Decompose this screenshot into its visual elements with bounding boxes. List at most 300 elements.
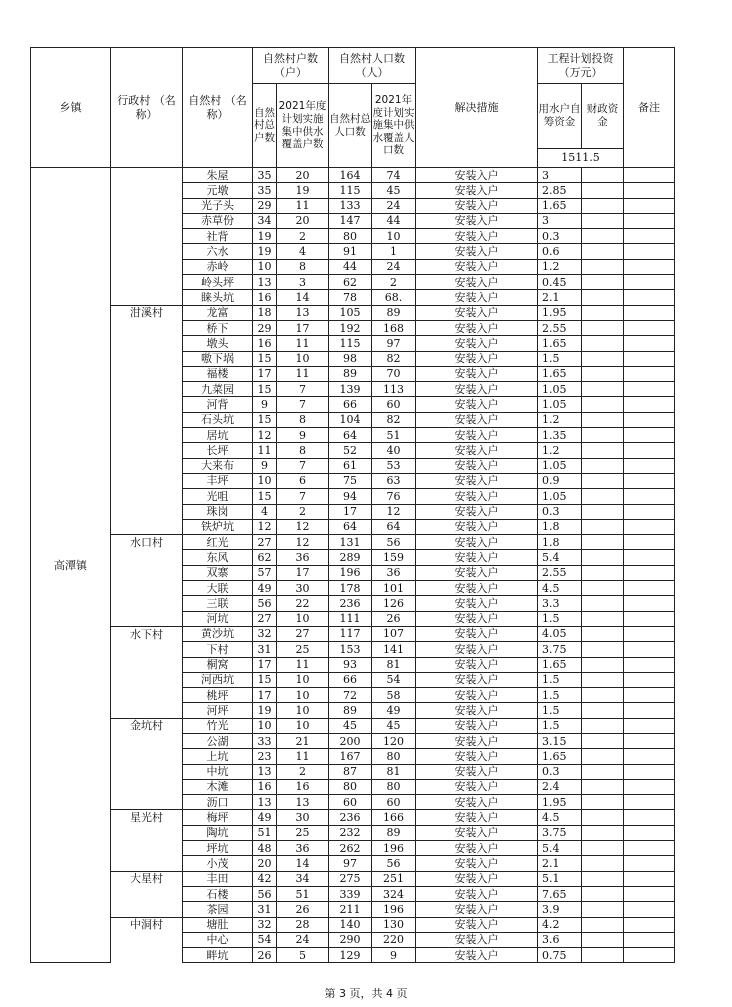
natural-village-cell: 睐头坑	[183, 290, 253, 305]
population-covered-cell: 196	[372, 841, 416, 856]
measure-cell: 安装入户	[416, 320, 538, 335]
fiscal-funds-cell	[582, 764, 624, 779]
table-row	[31, 886, 675, 901]
fiscal-funds-cell	[582, 565, 624, 580]
population-total-cell: 62	[329, 275, 372, 290]
table-row	[31, 657, 675, 672]
table-row	[31, 397, 675, 412]
measure-cell: 安装入户	[416, 565, 538, 580]
households-total-cell: 9	[253, 397, 277, 412]
population-covered-cell: 10	[372, 229, 416, 244]
admin-village-cell	[111, 657, 183, 672]
self-funds-cell: 1.65	[538, 749, 582, 764]
natural-village-cell: 中坑	[183, 764, 253, 779]
table-row	[31, 718, 675, 733]
households-covered-cell: 2	[277, 504, 329, 519]
fiscal-funds-cell	[582, 718, 624, 733]
natural-village-cell: 长坪	[183, 443, 253, 458]
header-self-funds: 用水户自筹资金	[538, 84, 582, 149]
measure-cell: 安装入户	[416, 198, 538, 213]
population-total-cell: 236	[329, 810, 372, 825]
admin-village-cell: 水口村	[111, 535, 183, 550]
natural-village-cell: 梅坪	[183, 810, 253, 825]
admin-village-cell	[111, 596, 183, 611]
measure-cell: 安装入户	[416, 749, 538, 764]
population-covered-cell: 81	[372, 657, 416, 672]
population-covered-cell: 80	[372, 779, 416, 794]
self-funds-cell: 1.2	[538, 443, 582, 458]
admin-village-cell: 中洞村	[111, 917, 183, 932]
admin-village-cell	[111, 183, 183, 198]
admin-village-cell	[111, 749, 183, 764]
header-population-group: 自然村人口数 （人）	[329, 48, 416, 84]
remarks-cell	[624, 550, 675, 565]
population-total-cell: 115	[329, 336, 372, 351]
table-row	[31, 535, 675, 550]
households-covered-cell: 30	[277, 810, 329, 825]
households-covered-cell: 8	[277, 412, 329, 427]
natural-village-cell: 桥下	[183, 320, 253, 335]
households-total-cell: 32	[253, 917, 277, 932]
remarks-cell	[624, 733, 675, 748]
population-total-cell: 97	[329, 856, 372, 871]
measure-cell: 安装入户	[416, 581, 538, 596]
self-funds-cell: 0.75	[538, 948, 582, 963]
remarks-cell	[624, 581, 675, 596]
self-funds-cell: 1.65	[538, 198, 582, 213]
population-total-cell: 129	[329, 948, 372, 963]
self-funds-cell: 2.85	[538, 183, 582, 198]
population-covered-cell: 113	[372, 382, 416, 397]
households-covered-cell: 11	[277, 366, 329, 381]
fiscal-funds-cell	[582, 581, 624, 596]
self-funds-cell: 3.75	[538, 825, 582, 840]
households-total-cell: 15	[253, 672, 277, 687]
header-households-group: 自然村户数 （户）	[253, 48, 329, 84]
remarks-cell	[624, 932, 675, 947]
self-funds-cell: 1.5	[538, 703, 582, 718]
table-row	[31, 183, 675, 198]
households-covered-cell: 10	[277, 351, 329, 366]
population-total-cell: 80	[329, 229, 372, 244]
admin-village-cell	[111, 886, 183, 901]
table-header	[31, 48, 675, 168]
households-total-cell: 56	[253, 886, 277, 901]
households-total-cell: 13	[253, 764, 277, 779]
households-total-cell: 13	[253, 795, 277, 810]
households-covered-cell: 14	[277, 856, 329, 871]
households-covered-cell: 25	[277, 825, 329, 840]
households-covered-cell: 2	[277, 764, 329, 779]
self-funds-cell: 5.1	[538, 871, 582, 886]
measure-cell: 安装入户	[416, 596, 538, 611]
table-row	[31, 871, 675, 886]
population-covered-cell: 45	[372, 183, 416, 198]
population-total-cell: 211	[329, 902, 372, 917]
fiscal-funds-cell	[582, 473, 624, 488]
natural-village-cell: 上坑	[183, 749, 253, 764]
measure-cell: 安装入户	[416, 382, 538, 397]
remarks-cell	[624, 382, 675, 397]
measure-cell: 安装入户	[416, 458, 538, 473]
table-row	[31, 703, 675, 718]
households-total-cell: 12	[253, 428, 277, 443]
self-funds-cell: 1.65	[538, 657, 582, 672]
self-funds-cell: 1.5	[538, 688, 582, 703]
natural-village-cell: 桐窝	[183, 657, 253, 672]
households-total-cell: 42	[253, 871, 277, 886]
fiscal-funds-cell	[582, 213, 624, 228]
fiscal-funds-cell	[582, 366, 624, 381]
table-row	[31, 259, 675, 274]
remarks-cell	[624, 626, 675, 641]
households-covered-cell: 51	[277, 886, 329, 901]
natural-village-cell: 东风	[183, 550, 253, 565]
natural-village-cell: 中心	[183, 932, 253, 947]
fiscal-funds-cell	[582, 259, 624, 274]
remarks-cell	[624, 213, 675, 228]
households-covered-cell: 8	[277, 443, 329, 458]
households-covered-cell: 13	[277, 795, 329, 810]
measure-cell: 安装入户	[416, 351, 538, 366]
remarks-cell	[624, 168, 675, 183]
table-row	[31, 336, 675, 351]
households-covered-cell: 5	[277, 948, 329, 963]
population-total-cell: 89	[329, 366, 372, 381]
natural-village-cell: 木滩	[183, 779, 253, 794]
natural-village-cell: 河坪	[183, 703, 253, 718]
measure-cell: 安装入户	[416, 183, 538, 198]
households-covered-cell: 10	[277, 703, 329, 718]
population-total-cell: 196	[329, 565, 372, 580]
measure-cell: 安装入户	[416, 366, 538, 381]
population-total-cell: 64	[329, 519, 372, 534]
population-total-cell: 98	[329, 351, 372, 366]
remarks-cell	[624, 718, 675, 733]
households-total-cell: 15	[253, 489, 277, 504]
self-funds-cell: 1.2	[538, 412, 582, 427]
remarks-cell	[624, 672, 675, 687]
remarks-cell	[624, 336, 675, 351]
measure-cell: 安装入户	[416, 688, 538, 703]
households-total-cell: 15	[253, 382, 277, 397]
measure-cell: 安装入户	[416, 489, 538, 504]
remarks-cell	[624, 795, 675, 810]
table-row	[31, 810, 675, 825]
households-covered-cell: 22	[277, 596, 329, 611]
fiscal-funds-cell	[582, 519, 624, 534]
self-funds-cell: 1.35	[538, 428, 582, 443]
measure-cell: 安装入户	[416, 290, 538, 305]
households-total-cell: 16	[253, 290, 277, 305]
measure-cell: 安装入户	[416, 718, 538, 733]
measure-cell: 安装入户	[416, 397, 538, 412]
admin-village-cell	[111, 366, 183, 381]
population-covered-cell: 251	[372, 871, 416, 886]
households-total-cell: 29	[253, 320, 277, 335]
households-total-cell: 12	[253, 519, 277, 534]
admin-village-cell	[111, 565, 183, 580]
self-funds-cell: 0.9	[538, 473, 582, 488]
fiscal-funds-cell	[582, 504, 624, 519]
table-row	[31, 320, 675, 335]
households-total-cell: 31	[253, 902, 277, 917]
measure-cell: 安装入户	[416, 336, 538, 351]
population-covered-cell: 220	[372, 932, 416, 947]
table-row	[31, 825, 675, 840]
remarks-cell	[624, 749, 675, 764]
self-funds-cell: 5.4	[538, 841, 582, 856]
natural-village-cell: 陶坑	[183, 825, 253, 840]
households-covered-cell: 11	[277, 657, 329, 672]
self-funds-cell: 5.4	[538, 550, 582, 565]
population-covered-cell: 81	[372, 764, 416, 779]
households-covered-cell: 20	[277, 168, 329, 183]
remarks-cell	[624, 519, 675, 534]
population-covered-cell: 53	[372, 458, 416, 473]
fiscal-funds-cell	[582, 733, 624, 748]
admin-village-cell	[111, 733, 183, 748]
population-total-cell: 94	[329, 489, 372, 504]
natural-village-cell: 竹光	[183, 718, 253, 733]
population-total-cell: 262	[329, 841, 372, 856]
fiscal-funds-cell	[582, 489, 624, 504]
population-covered-cell: 97	[372, 336, 416, 351]
households-total-cell: 62	[253, 550, 277, 565]
population-covered-cell: 12	[372, 504, 416, 519]
households-total-cell: 19	[253, 244, 277, 259]
natural-village-cell: 茶园	[183, 902, 253, 917]
header-investment-group: 工程计划投资 （万元）	[538, 48, 624, 84]
self-funds-cell: 0.6	[538, 244, 582, 259]
self-funds-cell: 0.3	[538, 764, 582, 779]
population-total-cell: 91	[329, 244, 372, 259]
households-total-cell: 15	[253, 412, 277, 427]
population-covered-cell: 36	[372, 565, 416, 580]
self-funds-cell: 2.4	[538, 779, 582, 794]
self-funds-cell: 3.3	[538, 596, 582, 611]
natural-village-cell: 居坑	[183, 428, 253, 443]
table-row	[31, 366, 675, 381]
natural-village-cell: 河西坑	[183, 672, 253, 687]
admin-village-cell: 金坑村	[111, 718, 183, 733]
measure-cell: 安装入户	[416, 519, 538, 534]
measure-cell: 安装入户	[416, 948, 538, 963]
natural-village-cell: 黄沙坑	[183, 626, 253, 641]
population-total-cell: 275	[329, 871, 372, 886]
fiscal-funds-cell	[582, 642, 624, 657]
measure-cell: 安装入户	[416, 902, 538, 917]
fiscal-funds-cell	[582, 550, 624, 565]
population-total-cell: 192	[329, 320, 372, 335]
admin-village-cell	[111, 489, 183, 504]
fiscal-funds-cell	[582, 856, 624, 871]
population-total-cell: 178	[329, 581, 372, 596]
population-total-cell: 66	[329, 672, 372, 687]
measure-cell: 安装入户	[416, 810, 538, 825]
remarks-cell	[624, 259, 675, 274]
population-total-cell: 45	[329, 718, 372, 733]
population-total-cell: 115	[329, 183, 372, 198]
header-households-total: 自然村总户数	[253, 84, 277, 168]
population-covered-cell: 1	[372, 244, 416, 259]
admin-village-cell	[111, 688, 183, 703]
households-total-cell: 17	[253, 366, 277, 381]
fiscal-funds-cell	[582, 841, 624, 856]
admin-village-cell: 大星村	[111, 871, 183, 886]
population-covered-cell: 60	[372, 795, 416, 810]
measure-cell: 安装入户	[416, 779, 538, 794]
population-total-cell: 111	[329, 611, 372, 626]
population-total-cell: 167	[329, 749, 372, 764]
natural-village-cell: 社背	[183, 229, 253, 244]
natural-village-cell: 丰田	[183, 871, 253, 886]
natural-village-cell: 石头坑	[183, 412, 253, 427]
households-covered-cell: 4	[277, 244, 329, 259]
table-row	[31, 565, 675, 580]
table-row	[31, 198, 675, 213]
header-households-2021: 2021年度计划实施集中供水覆盖户数	[277, 84, 329, 168]
table-row	[31, 412, 675, 427]
households-total-cell: 19	[253, 703, 277, 718]
self-funds-cell: 7.65	[538, 886, 582, 901]
admin-village-cell	[111, 244, 183, 259]
natural-village-cell: 朱屋	[183, 168, 253, 183]
households-covered-cell: 10	[277, 688, 329, 703]
households-total-cell: 33	[253, 733, 277, 748]
measure-cell: 安装入户	[416, 535, 538, 550]
population-covered-cell: 40	[372, 443, 416, 458]
self-funds-cell: 4.2	[538, 917, 582, 932]
households-covered-cell: 10	[277, 718, 329, 733]
population-covered-cell: 101	[372, 581, 416, 596]
natural-village-cell: 桃坪	[183, 688, 253, 703]
households-total-cell: 54	[253, 932, 277, 947]
fiscal-funds-cell	[582, 168, 624, 183]
table-row	[31, 688, 675, 703]
households-total-cell: 49	[253, 581, 277, 596]
fiscal-funds-cell	[582, 688, 624, 703]
table-row	[31, 841, 675, 856]
admin-village-cell	[111, 779, 183, 794]
fiscal-funds-cell	[582, 779, 624, 794]
households-total-cell: 9	[253, 458, 277, 473]
natural-village-cell: 坪坑	[183, 841, 253, 856]
households-covered-cell: 3	[277, 275, 329, 290]
admin-village-cell	[111, 932, 183, 947]
measure-cell: 安装入户	[416, 657, 538, 672]
natural-village-cell: 下村	[183, 642, 253, 657]
remarks-cell	[624, 764, 675, 779]
table-row	[31, 581, 675, 596]
table-row	[31, 902, 675, 917]
fiscal-funds-cell	[582, 382, 624, 397]
population-covered-cell: 64	[372, 519, 416, 534]
remarks-cell	[624, 688, 675, 703]
fiscal-funds-cell	[582, 275, 624, 290]
population-covered-cell: 68.	[372, 290, 416, 305]
population-covered-cell: 70	[372, 366, 416, 381]
households-total-cell: 20	[253, 856, 277, 871]
remarks-cell	[624, 504, 675, 519]
measure-cell: 安装入户	[416, 168, 538, 183]
remarks-cell	[624, 657, 675, 672]
remarks-cell	[624, 473, 675, 488]
population-covered-cell: 324	[372, 886, 416, 901]
households-total-cell: 19	[253, 229, 277, 244]
table-row	[31, 779, 675, 794]
households-covered-cell: 7	[277, 397, 329, 412]
table-row	[31, 948, 675, 963]
households-covered-cell: 10	[277, 611, 329, 626]
fiscal-funds-cell	[582, 290, 624, 305]
admin-village-cell	[111, 703, 183, 718]
self-funds-cell: 2.1	[538, 290, 582, 305]
population-total-cell: 236	[329, 596, 372, 611]
households-covered-cell: 20	[277, 213, 329, 228]
population-covered-cell: 76	[372, 489, 416, 504]
admin-village-cell	[111, 642, 183, 657]
households-covered-cell: 7	[277, 489, 329, 504]
table-row	[31, 213, 675, 228]
measure-cell: 安装入户	[416, 856, 538, 871]
population-total-cell: 64	[329, 428, 372, 443]
admin-village-cell	[111, 168, 183, 183]
self-funds-cell: 0.3	[538, 229, 582, 244]
header-admin-village: 行政村 （名称）	[111, 48, 183, 168]
measure-cell: 安装入户	[416, 626, 538, 641]
remarks-cell	[624, 397, 675, 412]
population-covered-cell: 26	[372, 611, 416, 626]
self-funds-cell: 1.05	[538, 458, 582, 473]
table-row	[31, 733, 675, 748]
admin-village-cell	[111, 948, 183, 963]
table-row	[31, 764, 675, 779]
natural-village-cell: 墩头	[183, 336, 253, 351]
population-total-cell: 131	[329, 535, 372, 550]
population-covered-cell: 44	[372, 213, 416, 228]
population-covered-cell: 56	[372, 856, 416, 871]
table-row	[31, 489, 675, 504]
population-covered-cell: 49	[372, 703, 416, 718]
natural-village-cell: 丰坪	[183, 473, 253, 488]
remarks-cell	[624, 458, 675, 473]
population-covered-cell: 56	[372, 535, 416, 550]
measure-cell: 安装入户	[416, 917, 538, 932]
population-covered-cell: 9	[372, 948, 416, 963]
natural-village-cell: 三联	[183, 596, 253, 611]
population-covered-cell: 74	[372, 168, 416, 183]
natural-village-cell: 元墩	[183, 183, 253, 198]
self-funds-cell: 1.95	[538, 305, 582, 320]
admin-village-cell	[111, 213, 183, 228]
population-covered-cell: 82	[372, 351, 416, 366]
households-total-cell: 10	[253, 259, 277, 274]
remarks-cell	[624, 366, 675, 381]
households-total-cell: 57	[253, 565, 277, 580]
admin-village-cell: 泔溪村	[111, 305, 183, 320]
remarks-cell	[624, 856, 675, 871]
fiscal-funds-cell	[582, 795, 624, 810]
natural-village-cell: 沥口	[183, 795, 253, 810]
households-total-cell: 26	[253, 948, 277, 963]
remarks-cell	[624, 535, 675, 550]
population-total-cell: 133	[329, 198, 372, 213]
population-total-cell: 60	[329, 795, 372, 810]
households-covered-cell: 14	[277, 290, 329, 305]
fiscal-funds-cell	[582, 611, 624, 626]
fiscal-funds-cell	[582, 948, 624, 963]
